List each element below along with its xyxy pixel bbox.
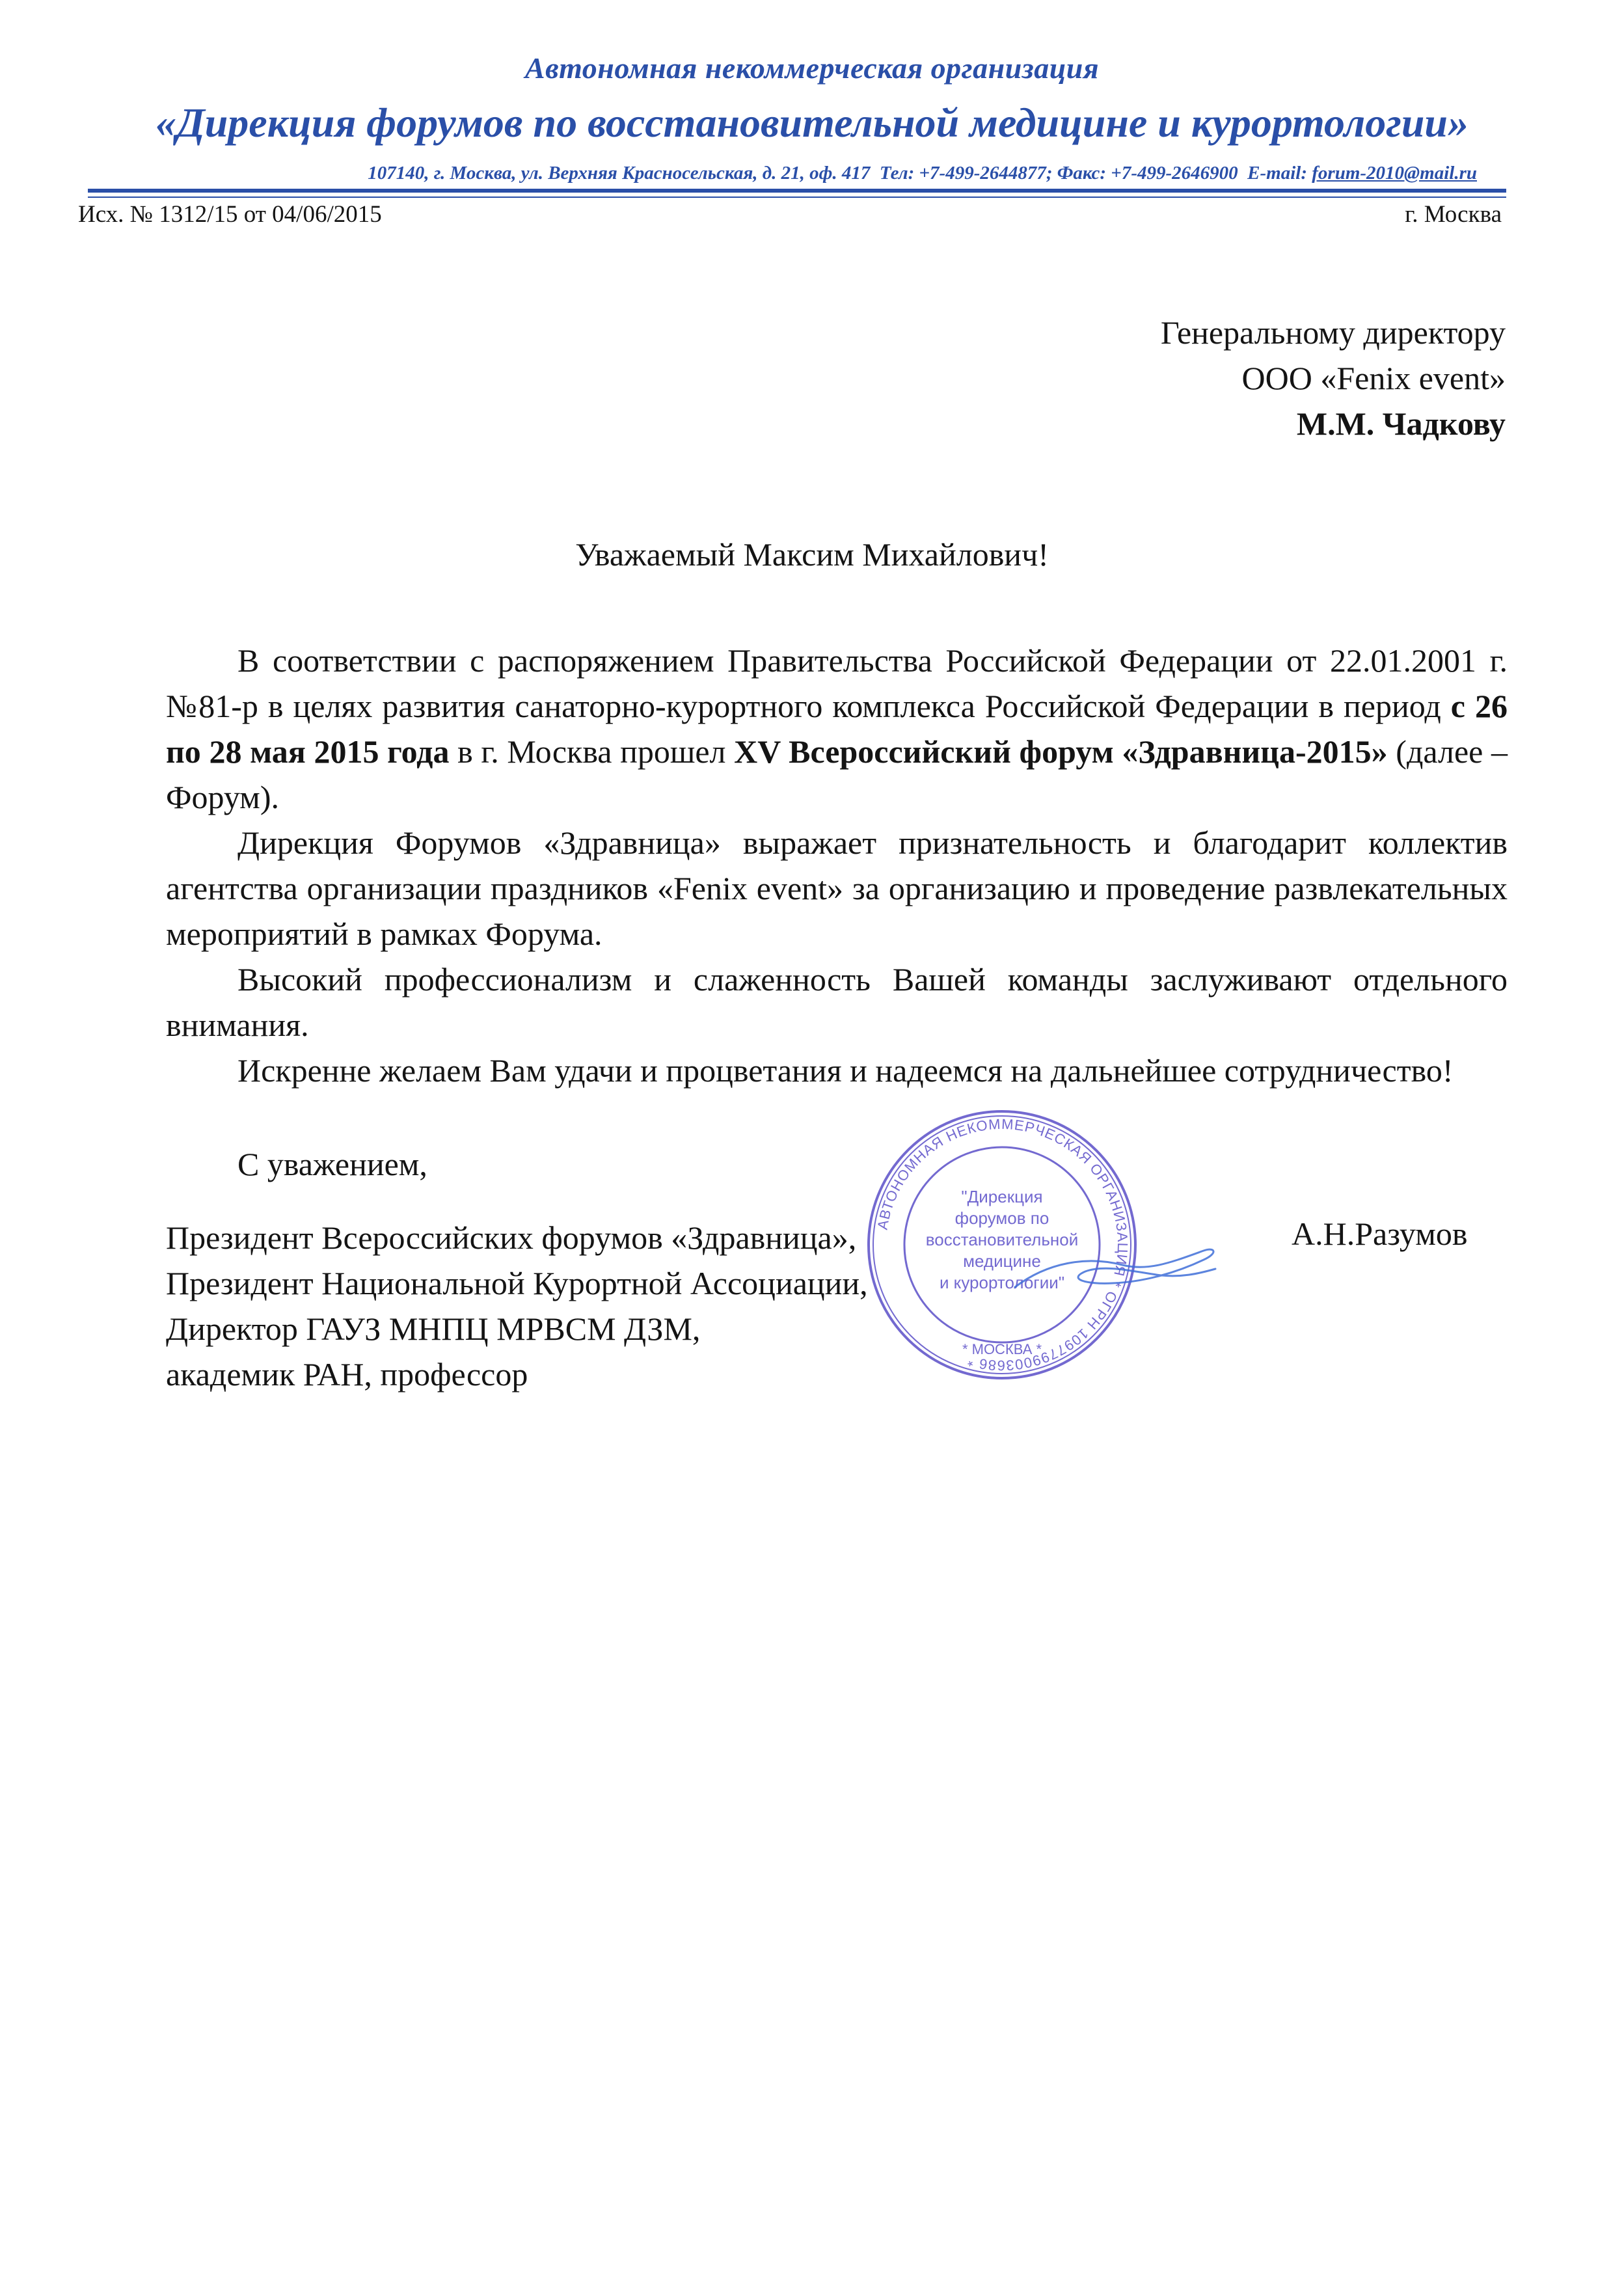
- body-text-span: (далее – Форум).: [166, 733, 1508, 815]
- body-text-span: В соответствии с распоряжением Правительства Российской Федерации от 22.01.2001 г. №81-р в целях развития санаторно-курортного комплекса Российской Федерации в период: [166, 642, 1508, 724]
- addressee-position: Генеральному директору: [1160, 314, 1506, 351]
- handwritten-signature: [1008, 1236, 1223, 1308]
- email-label: E-mail:: [1247, 163, 1307, 183]
- fax-text: Факс: +7-499-2646900: [1057, 163, 1238, 183]
- body-paragraph-3: Высокий профессионализм и слаженность Вашей команды заслуживают отдельного внимания.: [166, 961, 1508, 1043]
- greeting: Уважаемый Максим Михайлович!: [575, 536, 1049, 573]
- seal-bottom-text: * МОСКВА *: [962, 1341, 1042, 1357]
- header-divider-thin: [88, 197, 1506, 198]
- address-text: 107140, г. Москва, ул. Верхняя Красносельская, д. 21, оф. 417: [368, 163, 871, 183]
- event-dates: с 26 по 28 мая 2015 года: [166, 688, 1508, 770]
- body-paragraph-4: Искренне желаем Вам удачи и процветания и надеемся на дальнейшее сотрудничество!: [237, 1052, 1454, 1089]
- seal-center-line-1: "Дирекция: [961, 1187, 1043, 1206]
- org-name-heading: «Дирекция форумов по восстановительной медицине и курортологии»: [155, 100, 1469, 146]
- seal-center-line-3: восстановительной: [925, 1230, 1079, 1249]
- header-divider-thick: [88, 189, 1506, 193]
- seal-center-line-4: медицине: [963, 1251, 1041, 1271]
- signatory-titles: [166, 1215, 868, 1397]
- signatory-title-3: Директор ГАУЗ МНПЦ МРВСМ ДЗМ,: [166, 1311, 701, 1347]
- signatory-title-2: Президент Национальной Курортной Ассоциации,: [166, 1265, 868, 1301]
- letterhead-contacts: [91, 163, 1477, 184]
- body-paragraph-2: Дирекция Форумов «Здравница» выражает признательность и благодарит коллектив агентства организации праздников «Fenix event» за организацию и проведение развлекательных мероприятий в рамках Форума.: [166, 824, 1508, 952]
- body-paragraph-1: [166, 638, 1508, 820]
- org-type-heading: Автономная некоммерческая организация: [524, 51, 1100, 85]
- body-text-span: в г. Москва прошел: [449, 733, 735, 770]
- seal-center-line-2: форумов по: [954, 1208, 1049, 1228]
- addressee-name: М.М. Чадкову: [1296, 405, 1506, 442]
- letter-body: [166, 638, 1508, 1093]
- event-name: XV Всероссийский форум «Здравница-2015»: [734, 733, 1388, 770]
- seal-ring-text: АВТОНОМНАЯ НЕКОММЕРЧЕСКАЯ ОРГАНИЗАЦИЯ * ОГРН 1097799003686 *: [874, 1115, 1131, 1374]
- signatory-name: А.Н.Разумов: [1292, 1216, 1468, 1252]
- addressee-company: ООО «Fenix event»: [1241, 360, 1506, 396]
- addressee-block: [1161, 310, 1506, 446]
- seal-center-line-5: и курортологии": [939, 1273, 1065, 1292]
- email-link[interactable]: forum-2010@mail.ru: [1312, 163, 1477, 183]
- signatory-title-4: академик РАН, профессор: [166, 1356, 528, 1392]
- closing-phrase: С уважением,: [237, 1146, 427, 1182]
- outgoing-reference: Исх. № 1312/15 от 04/06/2015: [78, 201, 382, 228]
- signatory-title-1: Президент Всероссийских форумов «Здравница»,: [166, 1219, 857, 1256]
- phone-text: Тел: +7-499-2644877;: [879, 163, 1053, 183]
- city-label: г. Москва: [1405, 201, 1502, 228]
